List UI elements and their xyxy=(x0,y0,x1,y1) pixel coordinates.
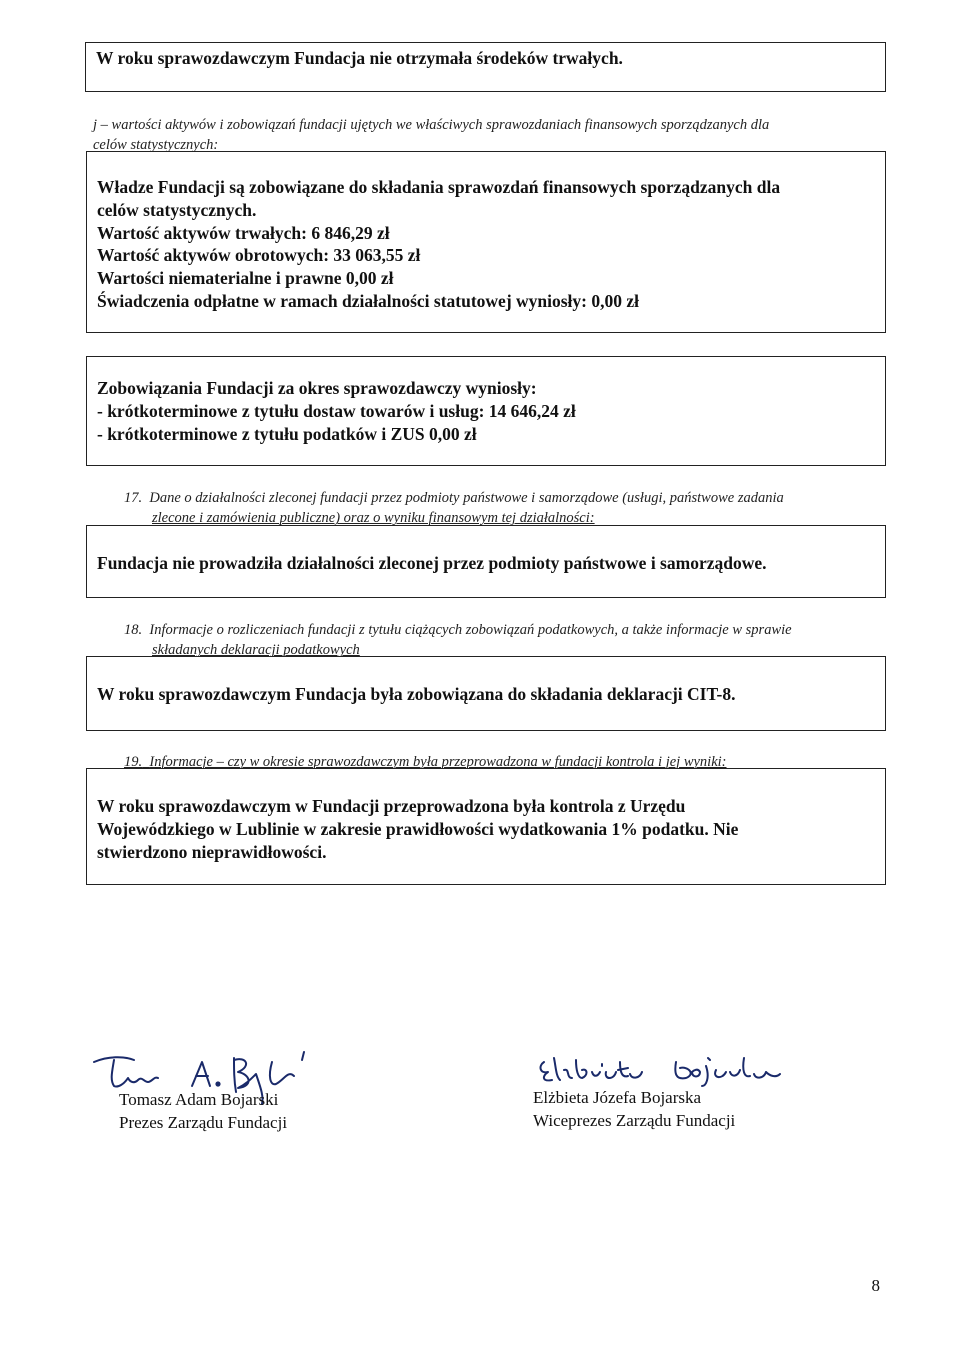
inspection-line: stwierdzono nieprawidłowości. xyxy=(97,842,327,863)
president-signature-block xyxy=(119,1089,287,1135)
section-17-number: 17. xyxy=(124,490,143,506)
fixed-assets-text: W roku sprawozdawczym Fundacja nie otrzymała środeków trwałych. xyxy=(96,48,623,68)
president-role: Prezes Zarządu Fundacji xyxy=(119,1112,288,1132)
liabilities-box xyxy=(86,356,886,466)
section-17-line-1 xyxy=(124,488,784,508)
inspection-line: Wojewódzkiego w Lublinie w zakresie prawidłowości wydatkowania 1% podatku. Nie xyxy=(97,819,739,840)
section-17-text: Dane o działalności zleconej fundacji przez podmioty państwowe i samorządowe (usługi, państwowe zadania xyxy=(149,490,784,506)
section-j-line-1: j – wartości aktywów i zobowiązań fundacji ujętych we właściwych sprawozdaniach finansowych sporządzanych dla xyxy=(93,117,770,133)
inspection-box xyxy=(86,768,886,885)
president-name: Tomasz Adam Bojarski xyxy=(119,1090,279,1109)
section-j-caption xyxy=(93,115,769,156)
assets-line: Wartość aktywów obrotowych: 33 063,55 zł xyxy=(97,245,421,266)
section-18-line-2: składanych deklaracji podatkowych xyxy=(152,642,360,659)
assets-line: Wartości niematerialne i prawne 0,00 zł xyxy=(97,268,394,288)
commissioned-activity-text: Fundacja nie prowadziła działalności zleconej przez podmioty państwowe i samorządowe. xyxy=(97,553,767,573)
liabilities-line: - krótkoterminowe z tytułu podatków i ZUS 0,00 zł xyxy=(97,424,477,445)
section-19-text: Informacje – czy w okresie sprawozdawczym była przeprowadzona w fundacji kontrola i jej wyniki: xyxy=(149,754,727,770)
section-17-line-2: zlecone i zamówienia publiczne) oraz o wyniku finansowym tej działalności: xyxy=(152,510,595,527)
assets-line: Świadczenia odpłatne w ramach działalności statutowej wyniosły: 0,00 zł xyxy=(97,290,640,311)
section-18-text: Informacje o rozliczeniach fundacji z tytułu ciążących zobowiązań podatkowych, a także informacje w sprawie xyxy=(149,622,792,638)
vice-president-role: Wiceprezes Zarządu Fundacji xyxy=(533,1110,736,1130)
section-18-line-1 xyxy=(124,620,792,640)
section-18-number: 18. xyxy=(124,622,143,638)
tax-declaration-box xyxy=(86,656,886,731)
section-19-number: 19. xyxy=(124,754,143,770)
liabilities-line: - krótkoterminowe z tytułu dostaw towarów i usług: 14 646,24 zł xyxy=(97,401,576,422)
section-18-caption xyxy=(124,620,792,661)
commissioned-activity-box xyxy=(86,525,886,598)
fixed-assets-box xyxy=(85,42,886,92)
assets-line: Wartość aktywów trwałych: 6 846,29 zł xyxy=(97,222,390,243)
assets-line: Władze Fundacji są zobowiązane do składania sprawozdań finansowych sporządzanych dla xyxy=(97,177,781,197)
assets-box xyxy=(86,151,886,333)
tax-declaration-text: W roku sprawozdawczym Fundacja była zobowiązana do składania deklaracji CIT-8. xyxy=(97,684,736,704)
vice-president-signature-block xyxy=(533,1087,735,1133)
section-j-line-2: celów statystycznych: xyxy=(93,137,219,154)
liabilities-line: Zobowiązania Fundacji za okres sprawozdawczy wyniosły: xyxy=(97,378,537,398)
assets-line: celów statystycznych. xyxy=(97,199,257,220)
page-number: 8 xyxy=(871,1276,880,1295)
inspection-line: W roku sprawozdawczym w Fundacji przeprowadzona była kontrola z Urzędu xyxy=(97,796,686,816)
vice-president-name: Elżbieta Józefa Bojarska xyxy=(533,1088,702,1107)
section-17-caption xyxy=(124,488,784,529)
vice-president-signature xyxy=(536,1048,826,1088)
